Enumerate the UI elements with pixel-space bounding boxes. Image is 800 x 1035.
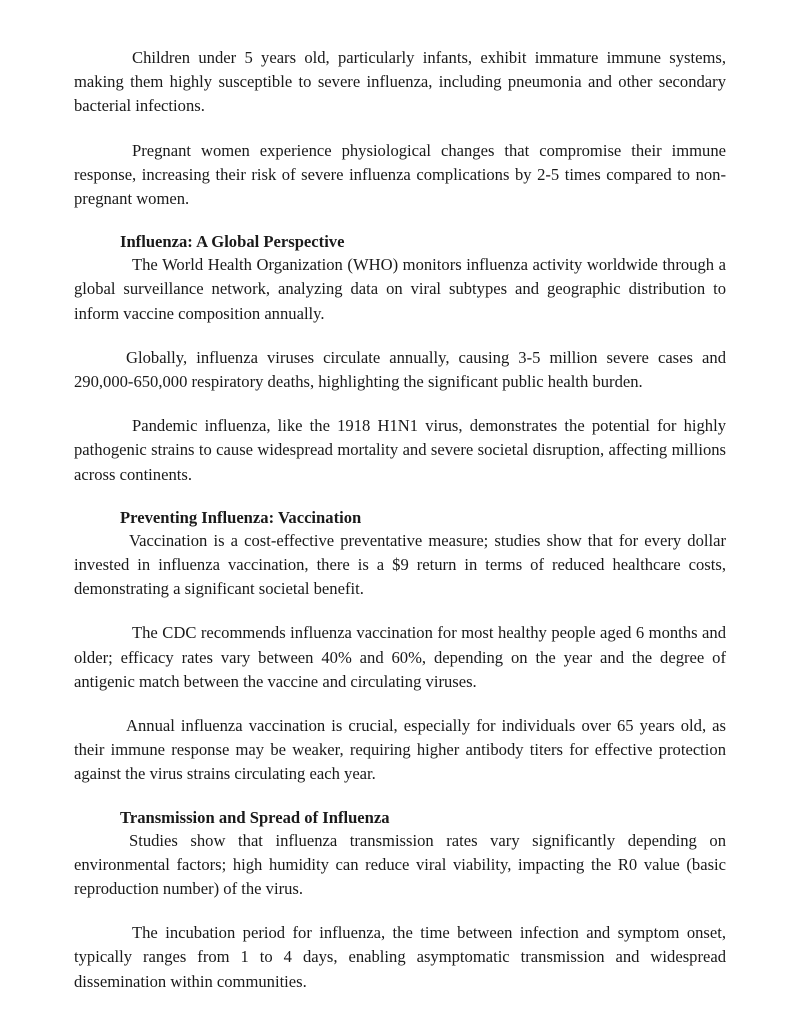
paragraph-pandemic-influenza: Pandemic influenza, like the 1918 H1N1 virus, demonstrates the potential for highly pathogenic strains to cause widespread mortality and severe societal disruption, affecting millions across continents.: [74, 416, 726, 484]
paragraph-incubation-period: The incubation period for influenza, the time between infection and symptom onset, typically ranges from 1 to 4 days, enabling asymptomatic transmission and widespread dissemination within communities.: [74, 923, 726, 991]
paragraph-global-burden: Globally, influenza viruses circulate annually, causing 3-5 million severe cases and 290,000-650,000 respiratory deaths, highlighting the significant public health burden.: [74, 347, 726, 392]
paragraph-who-surveillance: The World Health Organization (WHO) monitors influenza activity worldwide through a global surveillance network, analyzing data on viral subtypes and geographic distribution to inform vaccine composition annually.: [74, 255, 726, 323]
section-heading-global-perspective: Influenza: A Global Perspective: [120, 232, 345, 252]
paragraph-children-under-5: Children under 5 years old, particularly infants, exhibit immature immune systems, making them highly susceptible to severe influenza, including pneumonia and other secondary bacterial infections.: [74, 48, 726, 116]
paragraph-vaccination-cost: Vaccination is a cost-effective preventative measure; studies show that for every dollar invested in influenza vaccination, there is a $9 return in terms of reduced healthcare costs, demonstrating a significant societal benefit.: [74, 530, 726, 599]
paragraph-pregnant-women: Pregnant women experience physiological changes that compromise their immune response, increasing their risk of severe influenza complications by 2-5 times compared to non-pregnant women.: [74, 140, 726, 209]
section-heading-transmission: Transmission and Spread of Influenza: [120, 807, 390, 827]
paragraph-cdc-recommendation: The CDC recommends influenza vaccination for most healthy people aged 6 months and older; efficacy rates vary between 40% and 60%, depending on the year and the degree of antigenic match between the vaccine and circulating viruses.: [74, 623, 726, 691]
paragraph-annual-vaccination: Annual influenza vaccination is crucial, especially for individuals over 65 years old, as their immune response may be weaker, requiring higher antibody titers for effective protection against the virus strains circulating each year.: [74, 716, 726, 784]
document-page: [74, 46, 726, 1014]
paragraph-transmission-rates: Studies show that influenza transmission rates vary significantly depending on environmental factors; high humidity can reduce viral viability, impacting the R0 value (basic reproduction number) of the virus.: [74, 830, 726, 899]
section-heading-vaccination: Preventing Influenza: Vaccination: [120, 507, 362, 527]
